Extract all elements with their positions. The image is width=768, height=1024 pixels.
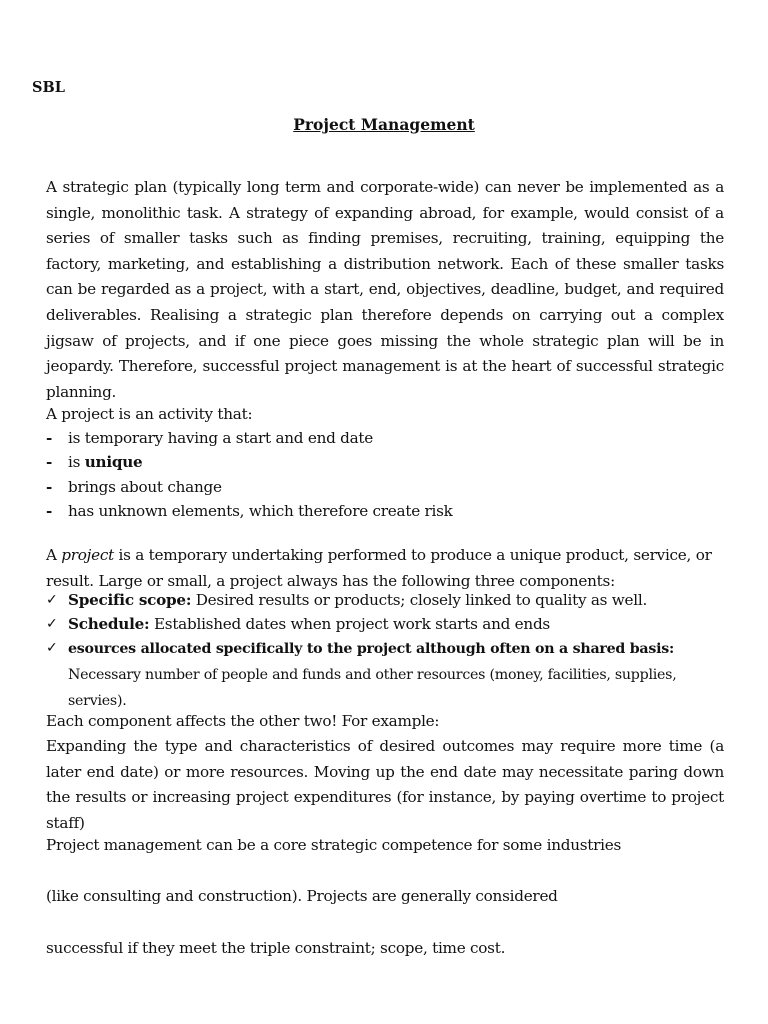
component-text: Desired results or products; closely linked to quality as well.	[191, 591, 648, 609]
list-item	[46, 613, 736, 637]
component-label: Specific scope:	[68, 591, 192, 609]
checkmark-icon: ✓	[46, 592, 58, 608]
list-item-text: brings about change	[68, 477, 222, 496]
component-label: Schedule:	[68, 614, 150, 633]
dash-marker: -	[46, 477, 53, 496]
list-item	[46, 589, 736, 613]
list-item	[46, 499, 736, 523]
list-item	[46, 475, 736, 499]
component-text: Necessary number of people and funds and other resources (money, facilities, supplies, servies).	[68, 667, 677, 709]
checkmark-icon: ✓	[46, 615, 58, 632]
tradeoff-lead: Each component affects the other two! For example:	[46, 712, 440, 730]
closing-line: successful if they meet the triple constraint; scope, time cost.	[46, 939, 506, 957]
dash-marker: -	[46, 429, 53, 447]
course-label: SBL	[32, 79, 65, 96]
component-label: esources allocated specifically to the project although often on a shared basis:	[68, 641, 674, 657]
tradeoff-paragraph: Expanding the type and characteristics of desired outcomes may require more time (a later end date) or more resources. Moving up the end date may necessitate paring down the results or increasing project expenditures (for instance, by paying overtime to project staff)	[46, 737, 724, 832]
intro-paragraph: A strategic plan (typically long term and corporate-wide) can never be implemented as a single, monolithic task. A strategy of expanding abroad, for example, would consist of a series of smaller tasks such as finding premises, recruiting, training, equipping the factory, marketing, and establishing a distribution network. Each of these smaller tasks can be regarded as a project, with a start, end, objectives, deadline, budget, and required deliverables. Realising a strategic plan therefore depends on carrying out a complex jigsaw of projects, and if one piece goes missing the whole strategic plan will be in jeopardy. Therefore, successful project management is at the heart of successful strategic planning.	[46, 178, 724, 401]
activity-lead: A project is an activity that:	[46, 405, 253, 423]
list-item-bold: unique	[84, 453, 143, 472]
closing-line: (like consulting and construction). Projects are generally considered	[46, 887, 558, 905]
page-title: Project Management	[293, 115, 475, 134]
list-item	[46, 450, 736, 474]
closing-line: Project management can be a core strategic competence for some industries	[46, 836, 622, 854]
list-item	[46, 636, 736, 714]
list-item	[46, 426, 736, 450]
dash-marker: -	[46, 453, 53, 472]
definition-paragraph	[46, 543, 724, 594]
list-item-text: is temporary having a start and end date	[68, 429, 374, 447]
components-list	[46, 589, 736, 714]
list-item-text: is	[68, 453, 85, 472]
activity-list	[46, 426, 736, 524]
definition-text: A	[46, 546, 62, 564]
dash-marker: -	[46, 502, 53, 521]
list-item-text: has unknown elements, which therefore create risk	[68, 502, 453, 521]
checkmark-icon: ✓	[46, 640, 58, 656]
definition-emphasis: project	[61, 546, 114, 564]
component-text: Established dates when project work starts and ends	[149, 614, 550, 633]
definition-text: is a temporary undertaking performed to produce a unique product, service, or result. Large or small, a project always has the following three components:	[46, 546, 712, 590]
